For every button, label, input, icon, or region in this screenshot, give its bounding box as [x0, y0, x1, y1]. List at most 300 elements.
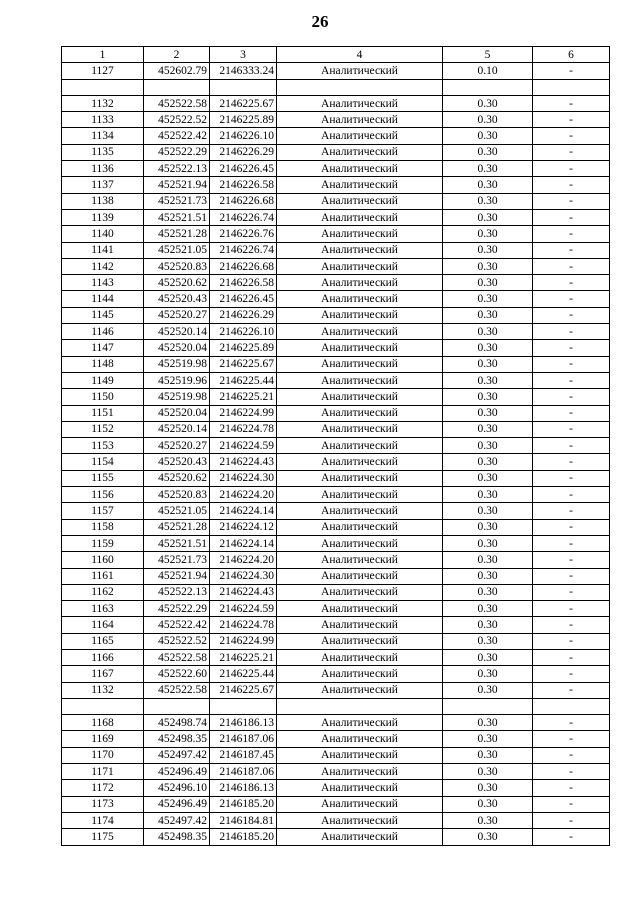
y-coordinate-cell: 2146226.58	[210, 177, 277, 193]
method-cell: Аналитический	[277, 796, 443, 812]
method-cell: Аналитический	[277, 128, 443, 144]
x-coordinate-cell: 452497.42	[144, 747, 210, 763]
method-cell: Аналитический	[277, 780, 443, 796]
table-row	[62, 209, 610, 225]
method-cell: Аналитический	[277, 144, 443, 160]
y-coordinate-cell: 2146187.06	[210, 731, 277, 747]
note-cell: -	[533, 747, 610, 763]
empty-cell	[533, 698, 610, 714]
table-row	[62, 649, 610, 665]
table-row	[62, 193, 610, 209]
table-row	[62, 95, 610, 111]
point-number-cell: 1143	[62, 275, 144, 291]
accuracy-cell: 0.30	[443, 112, 533, 128]
point-number-cell: 1171	[62, 764, 144, 780]
note-cell: -	[533, 552, 610, 568]
point-number-cell: 1142	[62, 258, 144, 274]
y-coordinate-cell: 2146225.44	[210, 666, 277, 682]
y-coordinate-cell: 2146224.30	[210, 568, 277, 584]
column-header-1: 1	[62, 47, 144, 63]
method-cell: Аналитический	[277, 633, 443, 649]
x-coordinate-cell: 452520.27	[144, 438, 210, 454]
table-row	[62, 747, 610, 763]
x-coordinate-cell: 452602.79	[144, 63, 210, 79]
y-coordinate-cell: 2146333.24	[210, 63, 277, 79]
point-number-cell: 1167	[62, 666, 144, 682]
table-row	[62, 307, 610, 323]
method-cell: Аналитический	[277, 812, 443, 828]
method-cell: Аналитический	[277, 584, 443, 600]
column-header-3: 3	[210, 47, 277, 63]
x-coordinate-cell: 452522.13	[144, 584, 210, 600]
x-coordinate-cell: 452520.27	[144, 307, 210, 323]
y-coordinate-cell: 2146225.21	[210, 649, 277, 665]
method-cell: Аналитический	[277, 226, 443, 242]
table-row	[62, 128, 610, 144]
y-coordinate-cell: 2146226.45	[210, 291, 277, 307]
accuracy-cell: 0.30	[443, 242, 533, 258]
method-cell: Аналитический	[277, 421, 443, 437]
page-number: 26	[311, 12, 329, 31]
y-coordinate-cell: 2146225.67	[210, 682, 277, 698]
accuracy-cell: 0.30	[443, 666, 533, 682]
note-cell: -	[533, 275, 610, 291]
accuracy-cell: 0.30	[443, 144, 533, 160]
point-number-cell: 1154	[62, 454, 144, 470]
table-row	[62, 764, 610, 780]
x-coordinate-cell: 452522.29	[144, 144, 210, 160]
x-coordinate-cell: 452521.28	[144, 519, 210, 535]
note-cell: -	[533, 584, 610, 600]
point-number-cell: 1138	[62, 193, 144, 209]
table-row	[62, 324, 610, 340]
point-number-cell: 1133	[62, 112, 144, 128]
x-coordinate-cell: 452521.51	[144, 209, 210, 225]
y-coordinate-cell: 2146226.74	[210, 242, 277, 258]
accuracy-cell: 0.30	[443, 731, 533, 747]
point-number-cell: 1132	[62, 95, 144, 111]
accuracy-cell: 0.30	[443, 258, 533, 274]
x-coordinate-cell: 452496.49	[144, 796, 210, 812]
table-row	[62, 617, 610, 633]
accuracy-cell: 0.30	[443, 617, 533, 633]
accuracy-cell: 0.30	[443, 812, 533, 828]
table-row	[62, 112, 610, 128]
method-cell: Аналитический	[277, 764, 443, 780]
x-coordinate-cell: 452498.35	[144, 731, 210, 747]
point-number-cell: 1137	[62, 177, 144, 193]
y-coordinate-cell: 2146224.20	[210, 487, 277, 503]
method-cell: Аналитический	[277, 258, 443, 274]
point-number-cell: 1149	[62, 372, 144, 388]
method-cell: Аналитический	[277, 568, 443, 584]
note-cell: -	[533, 372, 610, 388]
point-number-cell: 1146	[62, 324, 144, 340]
accuracy-cell: 0.30	[443, 568, 533, 584]
table-row	[62, 601, 610, 617]
table-row	[62, 584, 610, 600]
table-row	[62, 519, 610, 535]
empty-cell	[277, 698, 443, 714]
method-cell: Аналитический	[277, 503, 443, 519]
y-coordinate-cell: 2146185.20	[210, 796, 277, 812]
table-row	[62, 242, 610, 258]
table-row	[62, 454, 610, 470]
table-row	[62, 812, 610, 828]
method-cell: Аналитический	[277, 242, 443, 258]
accuracy-cell: 0.30	[443, 454, 533, 470]
table-row	[62, 438, 610, 454]
accuracy-cell: 0.30	[443, 226, 533, 242]
note-cell: -	[533, 503, 610, 519]
table-row	[62, 405, 610, 421]
x-coordinate-cell: 452519.98	[144, 389, 210, 405]
x-coordinate-cell: 452520.14	[144, 324, 210, 340]
table-row	[62, 682, 610, 698]
method-cell: Аналитический	[277, 389, 443, 405]
accuracy-cell: 0.30	[443, 584, 533, 600]
accuracy-cell: 0.30	[443, 829, 533, 845]
note-cell: -	[533, 780, 610, 796]
table-row	[62, 780, 610, 796]
point-number-cell: 1170	[62, 747, 144, 763]
note-cell: -	[533, 209, 610, 225]
y-coordinate-cell: 2146224.20	[210, 552, 277, 568]
x-coordinate-cell: 452521.73	[144, 552, 210, 568]
empty-cell	[144, 698, 210, 714]
table-row	[62, 372, 610, 388]
note-cell: -	[533, 470, 610, 486]
note-cell: -	[533, 63, 610, 79]
note-cell: -	[533, 356, 610, 372]
x-coordinate-cell: 452522.52	[144, 112, 210, 128]
y-coordinate-cell: 2146226.58	[210, 275, 277, 291]
point-number-cell: 1152	[62, 421, 144, 437]
accuracy-cell: 0.30	[443, 519, 533, 535]
y-coordinate-cell: 2146226.76	[210, 226, 277, 242]
accuracy-cell: 0.30	[443, 633, 533, 649]
note-cell: -	[533, 487, 610, 503]
note-cell: -	[533, 324, 610, 340]
note-cell: -	[533, 177, 610, 193]
method-cell: Аналитический	[277, 372, 443, 388]
x-coordinate-cell: 452522.58	[144, 682, 210, 698]
accuracy-cell: 0.30	[443, 682, 533, 698]
point-number-cell: 1161	[62, 568, 144, 584]
y-coordinate-cell: 2146186.13	[210, 715, 277, 731]
point-number-cell: 1147	[62, 340, 144, 356]
x-coordinate-cell: 452522.29	[144, 601, 210, 617]
y-coordinate-cell: 2146226.68	[210, 258, 277, 274]
accuracy-cell: 0.30	[443, 193, 533, 209]
point-number-cell: 1162	[62, 584, 144, 600]
x-coordinate-cell: 452521.73	[144, 193, 210, 209]
accuracy-cell: 0.30	[443, 715, 533, 731]
x-coordinate-cell: 452522.58	[144, 95, 210, 111]
table-row	[62, 421, 610, 437]
column-header-2: 2	[144, 47, 210, 63]
method-cell: Аналитический	[277, 405, 443, 421]
point-number-cell: 1160	[62, 552, 144, 568]
empty-cell	[62, 698, 144, 714]
section-separator-row	[62, 698, 610, 714]
accuracy-cell: 0.30	[443, 438, 533, 454]
note-cell: -	[533, 340, 610, 356]
note-cell: -	[533, 454, 610, 470]
x-coordinate-cell: 452496.10	[144, 780, 210, 796]
table-row	[62, 731, 610, 747]
empty-cell	[210, 79, 277, 95]
accuracy-cell: 0.30	[443, 177, 533, 193]
point-number-cell: 1163	[62, 601, 144, 617]
table-row	[62, 487, 610, 503]
coordinates-table	[61, 46, 610, 846]
point-number-cell: 1172	[62, 780, 144, 796]
note-cell: -	[533, 731, 610, 747]
column-header-6: 6	[533, 47, 610, 63]
table-row	[62, 715, 610, 731]
accuracy-cell: 0.30	[443, 340, 533, 356]
empty-cell	[533, 79, 610, 95]
method-cell: Аналитический	[277, 535, 443, 551]
note-cell: -	[533, 535, 610, 551]
point-number-cell: 1156	[62, 487, 144, 503]
x-coordinate-cell: 452521.28	[144, 226, 210, 242]
accuracy-cell: 0.30	[443, 307, 533, 323]
table-row	[62, 552, 610, 568]
method-cell: Аналитический	[277, 356, 443, 372]
y-coordinate-cell: 2146224.43	[210, 454, 277, 470]
column-header-5: 5	[443, 47, 533, 63]
empty-cell	[144, 79, 210, 95]
y-coordinate-cell: 2146224.12	[210, 519, 277, 535]
x-coordinate-cell: 452519.96	[144, 372, 210, 388]
point-number-cell: 1140	[62, 226, 144, 242]
note-cell: -	[533, 307, 610, 323]
x-coordinate-cell: 452521.05	[144, 503, 210, 519]
section-separator-row	[62, 79, 610, 95]
point-number-cell: 1164	[62, 617, 144, 633]
y-coordinate-cell: 2146187.45	[210, 747, 277, 763]
y-coordinate-cell: 2146226.29	[210, 307, 277, 323]
y-coordinate-cell: 2146224.30	[210, 470, 277, 486]
y-coordinate-cell: 2146224.99	[210, 405, 277, 421]
table-row	[62, 161, 610, 177]
y-coordinate-cell: 2146224.99	[210, 633, 277, 649]
x-coordinate-cell: 452521.94	[144, 568, 210, 584]
note-cell: -	[533, 161, 610, 177]
accuracy-cell: 0.30	[443, 535, 533, 551]
x-coordinate-cell: 452498.74	[144, 715, 210, 731]
x-coordinate-cell: 452520.43	[144, 454, 210, 470]
method-cell: Аналитический	[277, 470, 443, 486]
point-number-cell: 1155	[62, 470, 144, 486]
table-row	[62, 666, 610, 682]
method-cell: Аналитический	[277, 649, 443, 665]
accuracy-cell: 0.30	[443, 95, 533, 111]
table-header-row	[62, 47, 610, 63]
note-cell: -	[533, 682, 610, 698]
point-number-cell: 1145	[62, 307, 144, 323]
table-row	[62, 829, 610, 845]
accuracy-cell: 0.30	[443, 421, 533, 437]
x-coordinate-cell: 452519.98	[144, 356, 210, 372]
accuracy-cell: 0.30	[443, 747, 533, 763]
point-number-cell: 1150	[62, 389, 144, 405]
method-cell: Аналитический	[277, 193, 443, 209]
method-cell: Аналитический	[277, 666, 443, 682]
x-coordinate-cell: 452520.43	[144, 291, 210, 307]
y-coordinate-cell: 2146224.14	[210, 535, 277, 551]
note-cell: -	[533, 405, 610, 421]
y-coordinate-cell: 2146225.67	[210, 356, 277, 372]
x-coordinate-cell: 452521.05	[144, 242, 210, 258]
y-coordinate-cell: 2146226.10	[210, 128, 277, 144]
accuracy-cell: 0.10	[443, 63, 533, 79]
note-cell: -	[533, 649, 610, 665]
method-cell: Аналитический	[277, 63, 443, 79]
empty-cell	[210, 698, 277, 714]
x-coordinate-cell: 452498.35	[144, 829, 210, 845]
note-cell: -	[533, 715, 610, 731]
x-coordinate-cell: 452522.58	[144, 649, 210, 665]
accuracy-cell: 0.30	[443, 470, 533, 486]
x-coordinate-cell: 452520.04	[144, 405, 210, 421]
note-cell: -	[533, 812, 610, 828]
point-number-cell: 1175	[62, 829, 144, 845]
method-cell: Аналитический	[277, 340, 443, 356]
note-cell: -	[533, 438, 610, 454]
method-cell: Аналитический	[277, 829, 443, 845]
accuracy-cell: 0.30	[443, 503, 533, 519]
y-coordinate-cell: 2146226.10	[210, 324, 277, 340]
note-cell: -	[533, 193, 610, 209]
note-cell: -	[533, 242, 610, 258]
table-row	[62, 275, 610, 291]
x-coordinate-cell: 452520.62	[144, 275, 210, 291]
x-coordinate-cell: 452520.83	[144, 258, 210, 274]
method-cell: Аналитический	[277, 715, 443, 731]
method-cell: Аналитический	[277, 747, 443, 763]
y-coordinate-cell: 2146224.59	[210, 601, 277, 617]
y-coordinate-cell: 2146225.67	[210, 95, 277, 111]
method-cell: Аналитический	[277, 209, 443, 225]
point-number-cell: 1169	[62, 731, 144, 747]
point-number-cell: 1148	[62, 356, 144, 372]
table-row	[62, 258, 610, 274]
point-number-cell: 1158	[62, 519, 144, 535]
table-body	[62, 63, 610, 845]
accuracy-cell: 0.30	[443, 552, 533, 568]
note-cell: -	[533, 633, 610, 649]
method-cell: Аналитический	[277, 307, 443, 323]
accuracy-cell: 0.30	[443, 356, 533, 372]
method-cell: Аналитический	[277, 438, 443, 454]
table-row	[62, 144, 610, 160]
note-cell: -	[533, 796, 610, 812]
point-number-cell: 1153	[62, 438, 144, 454]
point-number-cell: 1173	[62, 796, 144, 812]
method-cell: Аналитический	[277, 601, 443, 617]
accuracy-cell: 0.30	[443, 372, 533, 388]
method-cell: Аналитический	[277, 161, 443, 177]
table-row	[62, 177, 610, 193]
point-number-cell: 1151	[62, 405, 144, 421]
x-coordinate-cell: 452497.42	[144, 812, 210, 828]
x-coordinate-cell: 452521.94	[144, 177, 210, 193]
note-cell: -	[533, 226, 610, 242]
accuracy-cell: 0.30	[443, 796, 533, 812]
accuracy-cell: 0.30	[443, 487, 533, 503]
y-coordinate-cell: 2146185.20	[210, 829, 277, 845]
table-row	[62, 291, 610, 307]
accuracy-cell: 0.30	[443, 324, 533, 340]
point-number-cell: 1168	[62, 715, 144, 731]
method-cell: Аналитический	[277, 552, 443, 568]
x-coordinate-cell: 452520.83	[144, 487, 210, 503]
table-row	[62, 503, 610, 519]
y-coordinate-cell: 2146225.44	[210, 372, 277, 388]
x-coordinate-cell: 452520.04	[144, 340, 210, 356]
x-coordinate-cell: 452496.49	[144, 764, 210, 780]
y-coordinate-cell: 2146224.59	[210, 438, 277, 454]
accuracy-cell: 0.30	[443, 209, 533, 225]
table-row	[62, 389, 610, 405]
method-cell: Аналитический	[277, 324, 443, 340]
note-cell: -	[533, 112, 610, 128]
point-number-cell: 1165	[62, 633, 144, 649]
x-coordinate-cell: 452520.14	[144, 421, 210, 437]
note-cell: -	[533, 519, 610, 535]
x-coordinate-cell: 452522.42	[144, 128, 210, 144]
y-coordinate-cell: 2146226.45	[210, 161, 277, 177]
point-number-cell: 1159	[62, 535, 144, 551]
note-cell: -	[533, 144, 610, 160]
x-coordinate-cell: 452522.13	[144, 161, 210, 177]
y-coordinate-cell: 2146225.21	[210, 389, 277, 405]
y-coordinate-cell: 2146225.89	[210, 112, 277, 128]
table-row	[62, 226, 610, 242]
point-number-cell: 1141	[62, 242, 144, 258]
y-coordinate-cell: 2146226.29	[210, 144, 277, 160]
method-cell: Аналитический	[277, 454, 443, 470]
x-coordinate-cell: 452522.60	[144, 666, 210, 682]
accuracy-cell: 0.30	[443, 780, 533, 796]
note-cell: -	[533, 617, 610, 633]
y-coordinate-cell: 2146225.89	[210, 340, 277, 356]
empty-cell	[62, 79, 144, 95]
point-number-cell: 1157	[62, 503, 144, 519]
point-number-cell: 1174	[62, 812, 144, 828]
x-coordinate-cell: 452522.42	[144, 617, 210, 633]
y-coordinate-cell: 2146224.43	[210, 584, 277, 600]
point-number-cell: 1134	[62, 128, 144, 144]
point-number-cell: 1135	[62, 144, 144, 160]
y-coordinate-cell: 2146186.13	[210, 780, 277, 796]
accuracy-cell: 0.30	[443, 291, 533, 307]
method-cell: Аналитический	[277, 617, 443, 633]
point-number-cell: 1127	[62, 63, 144, 79]
x-coordinate-cell: 452520.62	[144, 470, 210, 486]
method-cell: Аналитический	[277, 275, 443, 291]
accuracy-cell: 0.30	[443, 161, 533, 177]
table-row	[62, 470, 610, 486]
note-cell: -	[533, 128, 610, 144]
note-cell: -	[533, 829, 610, 845]
table-row	[62, 356, 610, 372]
accuracy-cell: 0.30	[443, 601, 533, 617]
accuracy-cell: 0.30	[443, 128, 533, 144]
